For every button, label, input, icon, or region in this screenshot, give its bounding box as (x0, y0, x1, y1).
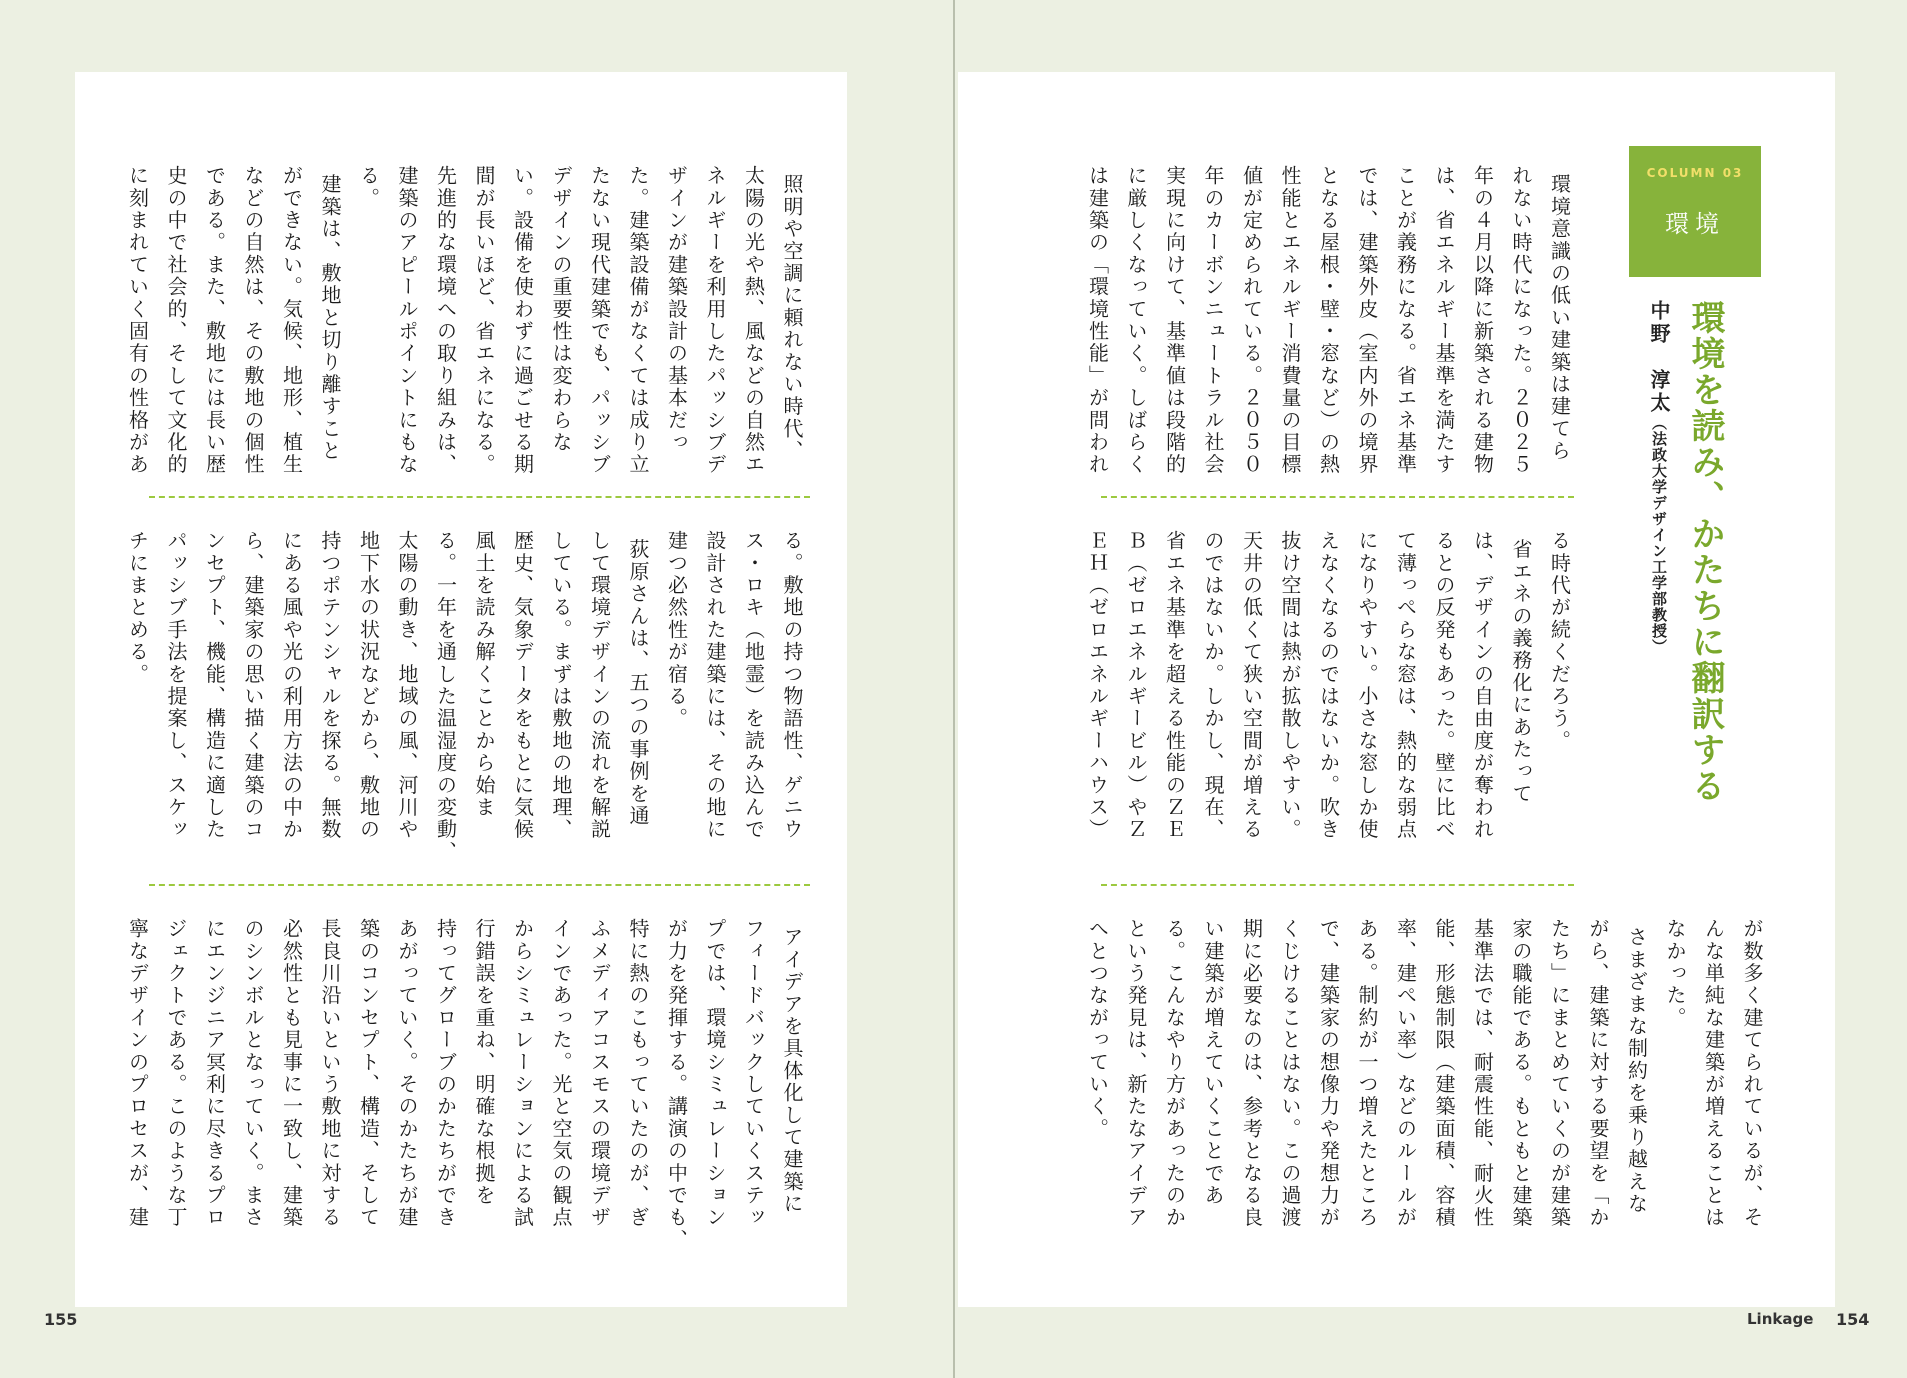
left-text-bottom: アイデアを具体化して建築に フィードバックしていくステッ プでは、環境シミュレーション が力を発揮する。講演の中でも、 特に熱のこもっていたのが、ぎ ふメディアコスモスの環境デザ インであった。光と空気の観点 からシミュレーションによる試 行錯誤を重ね、明確な根拠を 持ってグローブのかたちができ あがっていく。そのかたちが建 築のコンセプト、構造、そして 長良川沿いという敷地に対する 必然性とも見事に一致し、建築 のシンボルとなっていく。まさ にエンジニア冥利に尽きるプロ ジェクトである。このような丁 寧なデザインのプロセスが、建 (125, 918, 804, 1251)
column-badge (1629, 146, 1761, 277)
right-text-middle: る時代が続くだろう。 省エネの義務化にあたって は、デザインの自由度が奪われ るとの反発もあった。壁に比べ て薄っぺらな窓は、熱的な弱点 になりやすい。小さな窓しか使 えなくなるのではないか。吹き 抜け空間は熱が拡散しやすい。 天井の低くて狭い空間が増える のではないか。しかし、現在、 省エネ基準を超える性能のＺＥ Ｂ（ゼロエネルギービル）やＺ ＥＨ（ゼロエネルギーハウス） (1085, 530, 1572, 841)
divider (1101, 884, 1574, 886)
author-name: 中野 淳太 (1647, 300, 1671, 415)
right-text-top: 環境意識の低い建築は建てら れない時代になった。２０２５ 年の４月以降に新築される建物 は、省エネルギー基準を満たす ことが義務になる。省エネ基準 では、建築外皮（室内外の境界 となる屋根・壁・窓など）の熱 性能とエネルギー消費量の目標 値が定められている。２０５０ 年のカーボンニュートラル社会 実現に向けて、基準値は段階的 に厳しくなっていく。しばらく は建築の「環境性能」が問われ (1085, 165, 1572, 476)
page-number-left: 155 (44, 1310, 78, 1329)
author-affiliation: （法政大学デザイン工学部教授） (1650, 415, 1668, 655)
divider (149, 884, 810, 886)
article-author (1645, 300, 1674, 655)
column-category: 環境 (1665, 210, 1725, 238)
left-text-middle: る。敷地の持つ物語性、ゲニウ ス・ロキ（地霊）を読み込んで 設計された建築には、その地に 建つ必然性が宿る。 荻原さんは、五つの事例を通 して環境デザインの流れを解説 している。まずは敷地の地理、 歴史、気象データをもとに気候 風土を読み解くことから始ま る。一年を通した温湿度の変動、 太陽の動き、地域の風、河川や 地下水の状況などから、敷地の 持つポテンシャルを探る。無数 にある風や光の利用方法の中か ら、建築家の思い描く建築のコ ンセプト、機能、構造に適した パッシブ手法を提案し、スケッ チにまとめる。 (125, 530, 804, 863)
book-spine (953, 0, 955, 1378)
brand-name: Linkage (1747, 1310, 1814, 1328)
right-text-bottom: が数多く建てられているが、そ んな単純な建築が増えることは なかった。 さまざまな制約を乗り越えな がら、建築に対する要望を「か たち」にまとめていくのが建築 家の職能である。もともと建築 基準法では、耐震性能、耐火性 能、形態制限（建築面積、容積 率、建ぺい率）などのルールが ある。制約が一つ増えたところ で、建築家の想像力や発想力が くじけることはない。この過渡 期に必要なのは、参考となる良 い建築が増えていくことであ る。こんなやり方があったのか という発見は、新たなアイデア へとつながっていく。 (1085, 918, 1764, 1229)
divider (149, 496, 810, 498)
article-title: 環境を読み、かたちに翻訳する (1685, 300, 1725, 804)
left-text-top: 照明や空調に頼れない時代、 太陽の光や熱、風などの自然エ ネルギーを利用したパッシブデ ザインが建築設計の基本だっ た。建築設備がなくては成り立 たない現代建築でも、パッシブ デザインの重要性は変わらな い。設備を使わずに過ごせる期 間が長いほど、省エネになる。 先進的な環境への取り組みは、 建築のアピールポイントにもな る。 建築は、敷地と切り離すこと ができない。気候、地形、植生 などの自然は、その敷地の個性 である。また、敷地には長い歴 史の中で社会的、そして文化的 に刻まれていく固有の性格があ (125, 165, 804, 476)
column-label: COLUMN 03 (1646, 166, 1744, 180)
divider (1101, 496, 1574, 498)
page-number-right: 154 (1836, 1310, 1870, 1329)
